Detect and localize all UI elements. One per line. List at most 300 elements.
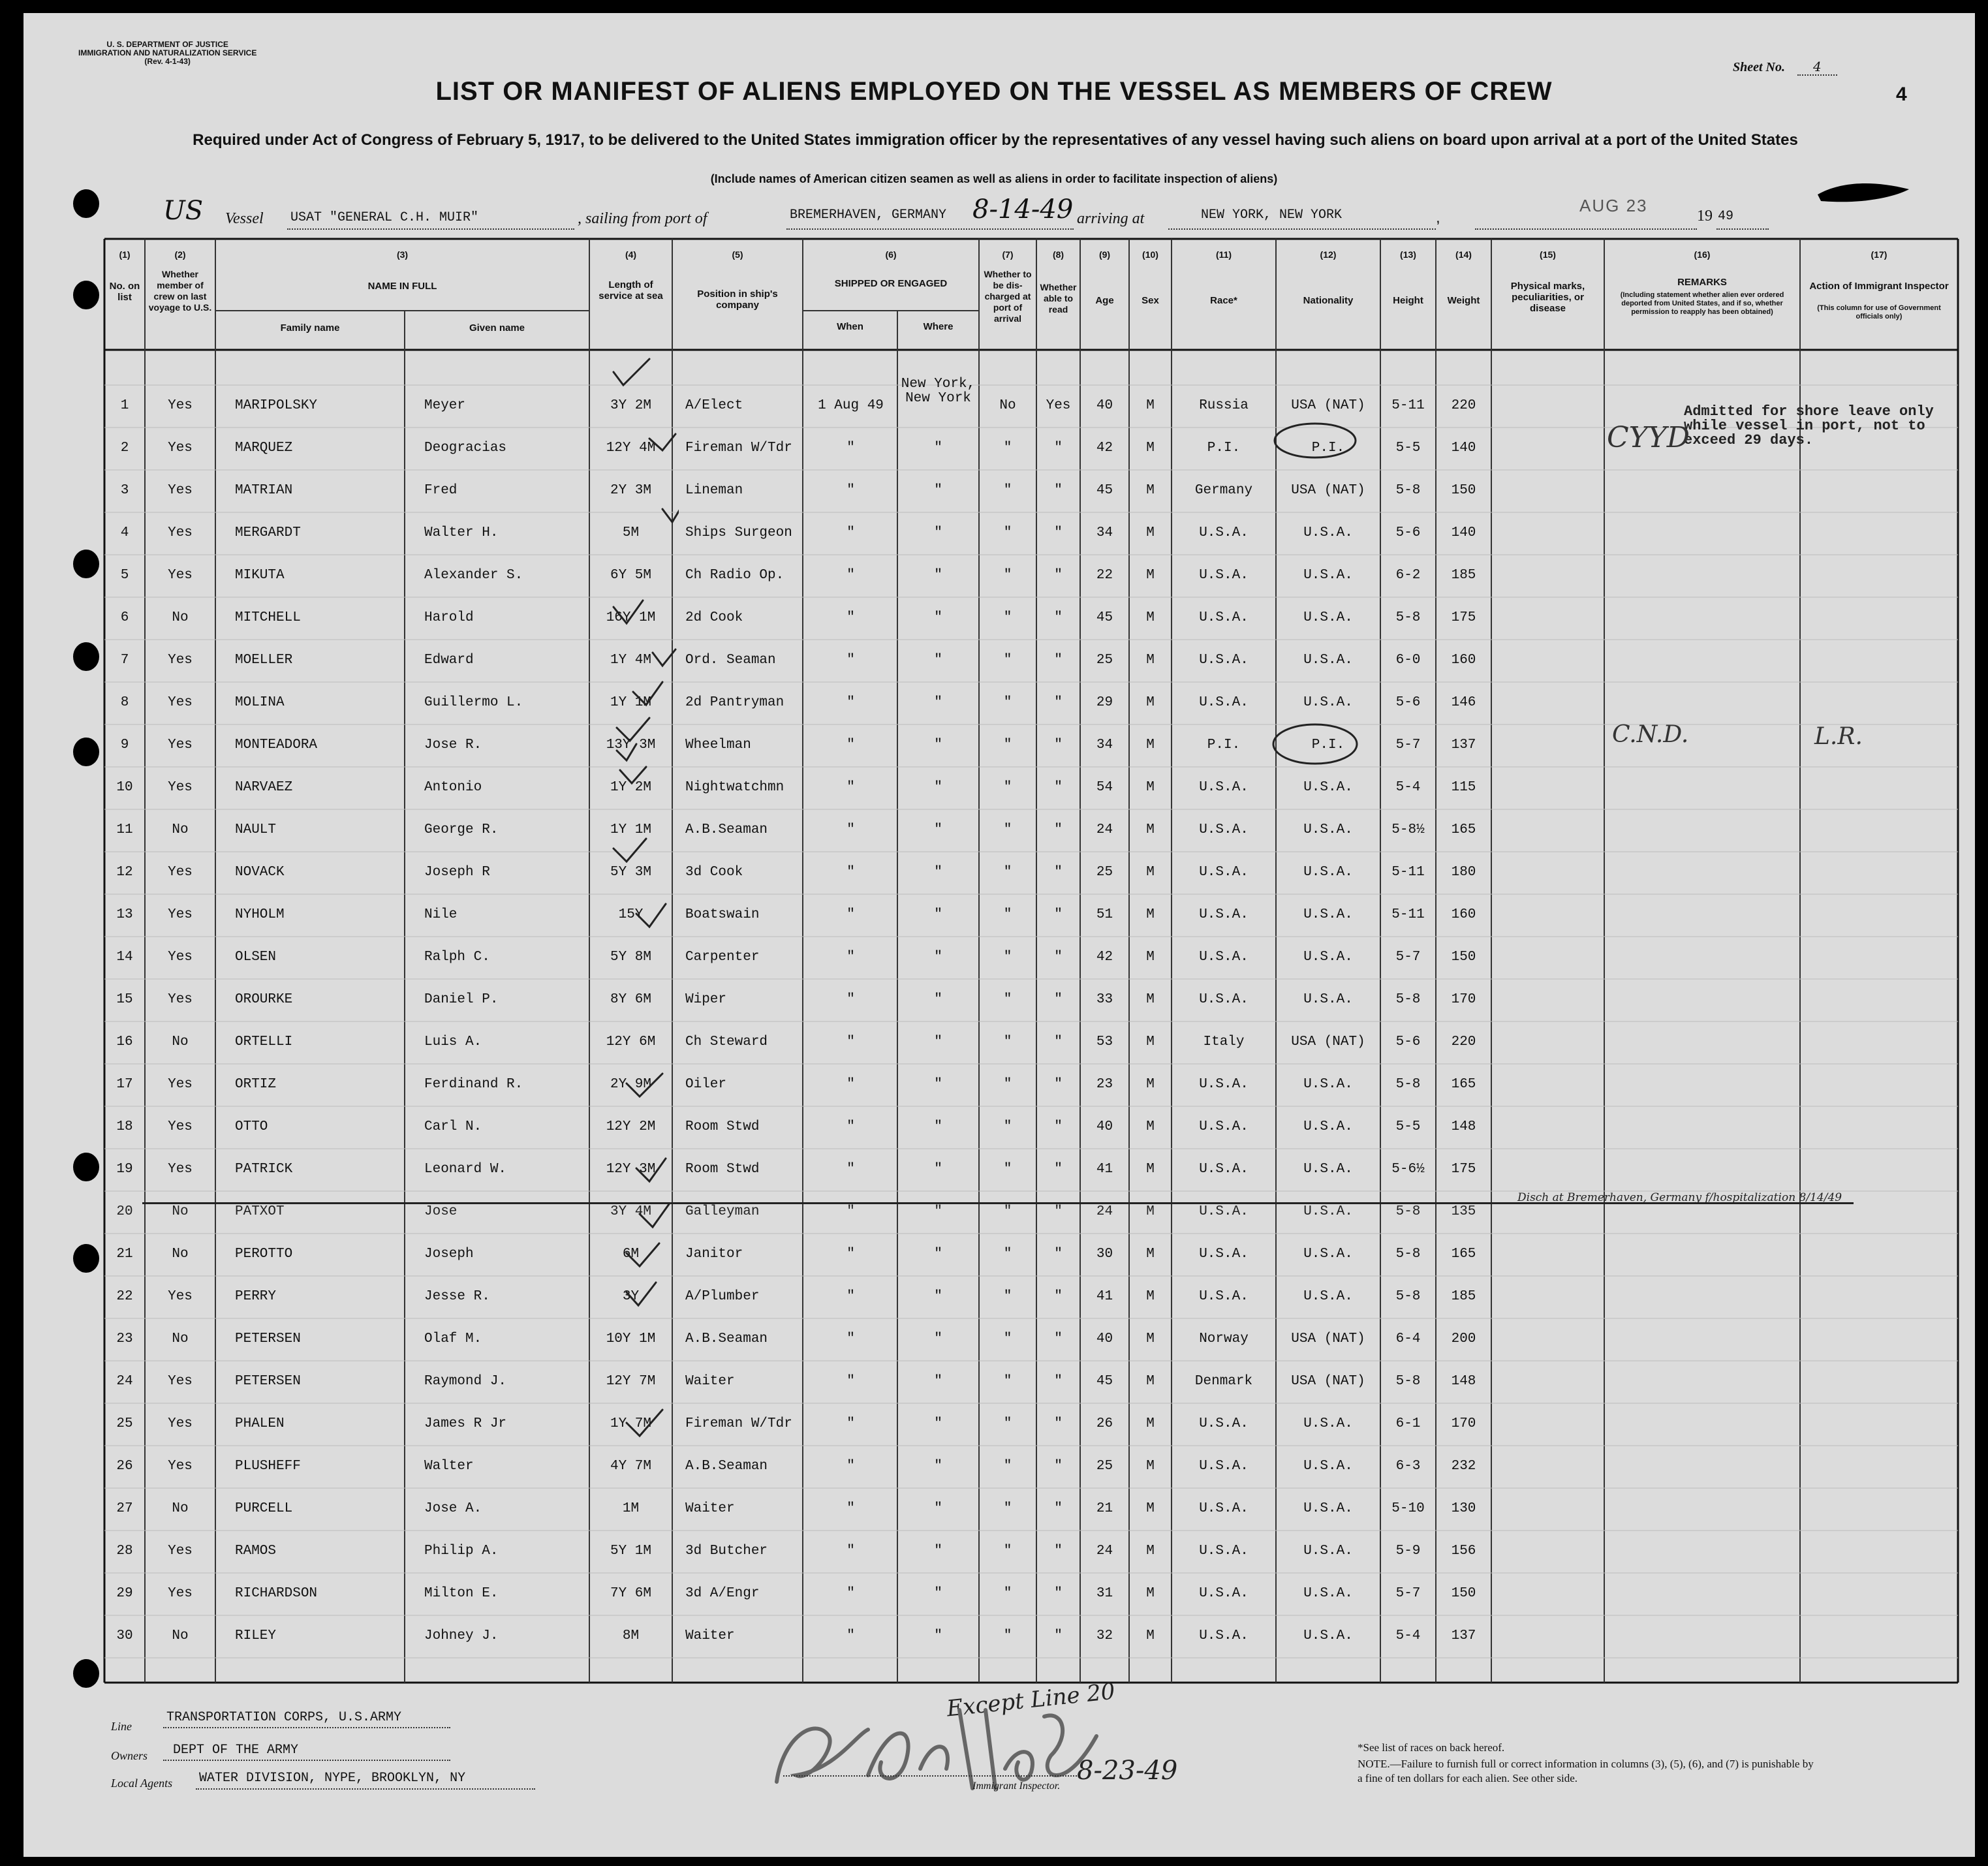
length-of-service: 8M bbox=[622, 1628, 640, 1643]
position: Waiter bbox=[685, 1628, 735, 1643]
row-number: 11 bbox=[116, 822, 133, 837]
shipped-when: " bbox=[846, 950, 855, 965]
weight: 175 bbox=[1451, 610, 1476, 625]
member-last-voyage: No bbox=[172, 610, 189, 625]
discharged: " bbox=[1003, 1162, 1012, 1177]
age: 32 bbox=[1096, 1628, 1113, 1643]
discharged: " bbox=[1003, 568, 1012, 583]
header-remarks-sub: (Including statement whether alien ever ordered deported from United States, and if so, whether permission to reapply has been obtained) bbox=[1620, 291, 1784, 316]
position: 3d A/Engr bbox=[685, 1586, 760, 1601]
shipped-where: New York, New York bbox=[901, 377, 976, 406]
row-number: 26 bbox=[116, 1459, 133, 1474]
row-number: 24 bbox=[116, 1374, 133, 1389]
header-action-sub: (This column for use of Government officials only) bbox=[1817, 304, 1941, 320]
header-length-of-service: Length of service at sea bbox=[598, 279, 663, 302]
age: 53 bbox=[1096, 1034, 1113, 1050]
race: P.I. bbox=[1207, 441, 1241, 456]
height: 5-11 bbox=[1391, 865, 1425, 880]
shipped-where: " bbox=[934, 822, 942, 837]
race: Italy bbox=[1203, 1034, 1245, 1050]
able-to-read: " bbox=[1054, 1586, 1063, 1601]
family-name: OROURKE bbox=[235, 992, 293, 1007]
discharged: " bbox=[1003, 822, 1012, 837]
check-icon bbox=[613, 839, 646, 862]
weight: 146 bbox=[1451, 695, 1476, 710]
weight: 170 bbox=[1451, 992, 1476, 1007]
able-to-read: " bbox=[1054, 1544, 1063, 1559]
nationality: U.S.A. bbox=[1303, 653, 1353, 668]
weight: 148 bbox=[1451, 1374, 1476, 1389]
age: 29 bbox=[1096, 695, 1113, 710]
family-name: OTTO bbox=[235, 1119, 268, 1134]
able-to-read: " bbox=[1054, 1162, 1063, 1177]
agents-label: Local Agents bbox=[111, 1777, 173, 1790]
col-number: (7) bbox=[1002, 249, 1014, 260]
nationality: U.S.A. bbox=[1303, 992, 1353, 1007]
member-last-voyage: Yes bbox=[168, 1289, 193, 1304]
given-name: Leonard W. bbox=[424, 1162, 507, 1177]
given-name: Carl N. bbox=[424, 1119, 482, 1134]
check-icon bbox=[649, 434, 676, 450]
arrival-date-stamp: AUG 23 bbox=[1579, 196, 1648, 215]
family-name: NARVAEZ bbox=[235, 780, 293, 795]
member-last-voyage: No bbox=[172, 1247, 189, 1262]
position: Wheelman bbox=[685, 738, 751, 753]
shipped-when: " bbox=[846, 780, 855, 795]
discharged: " bbox=[1003, 441, 1012, 456]
given-name: Ralph C. bbox=[424, 950, 490, 965]
row-number: 7 bbox=[120, 653, 129, 668]
race: U.S.A. bbox=[1199, 1416, 1249, 1431]
nationality: U.S.A. bbox=[1303, 695, 1353, 710]
age: 24 bbox=[1096, 1204, 1113, 1219]
table-row bbox=[0, 1234, 1988, 1275]
weight: 220 bbox=[1451, 398, 1476, 413]
col-number: (10) bbox=[1142, 249, 1158, 260]
length-of-service: 4Y 7M bbox=[610, 1459, 651, 1474]
able-to-read: " bbox=[1054, 1331, 1063, 1346]
discharged: " bbox=[1003, 1586, 1012, 1601]
row-number: 17 bbox=[116, 1077, 133, 1092]
nationality: U.S.A. bbox=[1303, 950, 1353, 965]
height: 5-8 bbox=[1395, 1204, 1421, 1219]
sex: M bbox=[1146, 1586, 1155, 1601]
sex: M bbox=[1146, 1289, 1155, 1304]
check-icon bbox=[633, 682, 662, 705]
shipped-when: " bbox=[846, 738, 855, 753]
able-to-read: " bbox=[1054, 865, 1063, 880]
able-to-read: " bbox=[1054, 483, 1063, 498]
shipped-where: " bbox=[934, 1586, 942, 1601]
col-number: (6) bbox=[885, 249, 897, 260]
header-position: Position in ship's company bbox=[697, 288, 778, 311]
family-name: MIKUTA bbox=[235, 568, 285, 583]
table-row bbox=[0, 597, 1988, 639]
member-last-voyage: Yes bbox=[168, 1459, 193, 1474]
shipped-when: " bbox=[846, 1544, 855, 1559]
shipped-where: " bbox=[934, 1162, 942, 1177]
shipped-where: " bbox=[934, 1034, 942, 1050]
table-row bbox=[0, 1318, 1988, 1360]
weight: 185 bbox=[1451, 568, 1476, 583]
position: 2d Pantryman bbox=[685, 695, 784, 710]
checkmarks bbox=[600, 352, 679, 1462]
able-to-read: " bbox=[1054, 992, 1063, 1007]
given-name: Antonio bbox=[424, 780, 482, 795]
nationality: U.S.A. bbox=[1303, 1119, 1353, 1134]
given-name: Edward bbox=[424, 653, 474, 668]
able-to-read: " bbox=[1054, 1034, 1063, 1050]
nationality: U.S.A. bbox=[1303, 780, 1353, 795]
header-shipped-or-engaged: SHIPPED OR ENGAGED bbox=[834, 278, 948, 289]
shipped-when: " bbox=[846, 1628, 855, 1643]
discharged: " bbox=[1003, 1416, 1012, 1431]
race: U.S.A. bbox=[1199, 1289, 1249, 1304]
nationality: U.S.A. bbox=[1303, 1162, 1353, 1177]
race: Germany bbox=[1194, 483, 1253, 498]
age: 24 bbox=[1096, 822, 1113, 837]
age: 25 bbox=[1096, 653, 1113, 668]
sex: M bbox=[1146, 780, 1155, 795]
able-to-read: " bbox=[1054, 1077, 1063, 1092]
shipped-when: " bbox=[846, 1077, 855, 1092]
given-name: Meyer bbox=[424, 398, 466, 413]
length-of-service: 3Y bbox=[622, 1289, 640, 1304]
sex: M bbox=[1146, 1162, 1155, 1177]
race: U.S.A. bbox=[1199, 1119, 1249, 1134]
owners-value: DEPT OF THE ARMY bbox=[173, 1743, 299, 1758]
year-value: 49 bbox=[1718, 209, 1734, 224]
dept-line: IMMIGRATION AND NATURALIZATION SERVICE bbox=[78, 48, 257, 57]
family-name: RAMOS bbox=[235, 1544, 277, 1559]
member-last-voyage: Yes bbox=[168, 1077, 193, 1092]
family-name: PERRY bbox=[235, 1289, 277, 1304]
corner-mark: 4 bbox=[1896, 84, 1907, 105]
col-number: (15) bbox=[1540, 249, 1556, 260]
given-name: Fred bbox=[424, 483, 458, 498]
member-last-voyage: Yes bbox=[168, 780, 193, 795]
row-number: 9 bbox=[120, 738, 129, 753]
check-icon bbox=[613, 359, 649, 385]
nationality: U.S.A. bbox=[1303, 1628, 1353, 1643]
check-icon bbox=[636, 904, 666, 927]
discharged: " bbox=[1003, 1331, 1012, 1346]
discharged: " bbox=[1003, 1289, 1012, 1304]
race: Norway bbox=[1199, 1331, 1249, 1346]
age: 34 bbox=[1096, 738, 1113, 753]
position: A.B.Seaman bbox=[685, 822, 768, 837]
length-of-service: 3Y 4M bbox=[610, 1204, 651, 1219]
shipped-when: " bbox=[846, 695, 855, 710]
shipped-where: " bbox=[934, 780, 942, 795]
shipped-where: " bbox=[934, 1247, 942, 1262]
discharged: " bbox=[1003, 1459, 1012, 1474]
discharged: " bbox=[1003, 738, 1012, 753]
position: Fireman W/Tdr bbox=[685, 1416, 792, 1431]
sex: M bbox=[1146, 1374, 1155, 1389]
race: U.S.A. bbox=[1199, 992, 1249, 1007]
shipped-when: " bbox=[846, 907, 855, 922]
family-name: MARQUEZ bbox=[235, 441, 293, 456]
col-number: (12) bbox=[1320, 249, 1337, 260]
table-row bbox=[0, 809, 1988, 851]
height: 6-4 bbox=[1395, 1331, 1421, 1346]
discharged: " bbox=[1003, 865, 1012, 880]
given-name: Jesse R. bbox=[424, 1289, 490, 1304]
given-name: Philip A. bbox=[424, 1544, 499, 1559]
discharged: " bbox=[1003, 1628, 1012, 1643]
check-icon bbox=[627, 1410, 662, 1436]
shipped-when: " bbox=[846, 441, 855, 456]
table-row bbox=[0, 1361, 1988, 1403]
shipped-where: " bbox=[934, 1544, 942, 1559]
discharged: " bbox=[1003, 1119, 1012, 1134]
position: Boatswain bbox=[685, 907, 760, 922]
row-number: 1 bbox=[120, 398, 129, 413]
row-number: 21 bbox=[116, 1247, 133, 1262]
given-name: Daniel P. bbox=[424, 992, 499, 1007]
weight: 170 bbox=[1451, 1416, 1476, 1431]
able-to-read: " bbox=[1054, 1374, 1063, 1389]
race: U.S.A. bbox=[1199, 907, 1249, 922]
member-last-voyage: Yes bbox=[168, 1586, 193, 1601]
nationality: USA (NAT) bbox=[1291, 1034, 1365, 1050]
given-name: Nile bbox=[424, 907, 458, 922]
member-last-voyage: No bbox=[172, 1034, 189, 1050]
length-of-service: 7Y 6M bbox=[610, 1586, 651, 1601]
able-to-read: " bbox=[1054, 1501, 1063, 1516]
height: 5-8 bbox=[1395, 992, 1421, 1007]
nationality: U.S.A. bbox=[1303, 525, 1353, 540]
family-name: PEROTTO bbox=[235, 1247, 293, 1262]
age: 23 bbox=[1096, 1077, 1113, 1092]
sex: M bbox=[1146, 568, 1155, 583]
weight: 160 bbox=[1451, 653, 1476, 668]
position: Galleyman bbox=[685, 1204, 760, 1219]
position: Oiler bbox=[685, 1077, 727, 1092]
sheet-number-value: 4 bbox=[1797, 59, 1837, 76]
nationality: U.S.A. bbox=[1303, 1544, 1353, 1559]
shipped-when: " bbox=[846, 1119, 855, 1134]
shipped-where: " bbox=[934, 1204, 942, 1219]
discharged: No bbox=[999, 398, 1016, 413]
family-name: ORTELLI bbox=[235, 1034, 293, 1050]
height: 5-8 bbox=[1395, 1077, 1421, 1092]
shipped-where: " bbox=[934, 695, 942, 710]
check-icon bbox=[636, 1158, 666, 1181]
position: A.B.Seaman bbox=[685, 1459, 768, 1474]
length-of-service: 1Y 4M bbox=[610, 653, 651, 668]
length-of-service: 1Y 1M bbox=[610, 822, 651, 837]
able-to-read: " bbox=[1054, 780, 1063, 795]
row-number: 30 bbox=[116, 1628, 133, 1643]
row-number: 3 bbox=[120, 483, 129, 498]
given-name: Luis A. bbox=[424, 1034, 482, 1050]
shipped-where: " bbox=[934, 1416, 942, 1431]
position: Waiter bbox=[685, 1501, 735, 1516]
table-row bbox=[0, 1531, 1988, 1572]
header-where: Where bbox=[923, 321, 954, 332]
able-to-read: " bbox=[1054, 1628, 1063, 1643]
family-name: NYHOLM bbox=[235, 907, 285, 922]
member-last-voyage: Yes bbox=[168, 1544, 193, 1559]
family-name: PURCELL bbox=[235, 1501, 293, 1516]
family-name: RICHARDSON bbox=[235, 1586, 318, 1601]
shipped-when: " bbox=[846, 822, 855, 837]
col-number: (8) bbox=[1052, 249, 1064, 260]
header-remarks: REMARKS bbox=[1677, 277, 1727, 288]
shipped-when: " bbox=[846, 1374, 855, 1389]
races-note: *See list of races on back hereof. bbox=[1358, 1741, 1505, 1754]
circle-annotation bbox=[1269, 721, 1361, 767]
length-of-service: 1M bbox=[622, 1501, 640, 1516]
member-last-voyage: Yes bbox=[168, 907, 193, 922]
table-row bbox=[0, 724, 1988, 766]
row-number: 29 bbox=[116, 1586, 133, 1601]
row-number: 8 bbox=[120, 695, 129, 710]
nationality: U.S.A. bbox=[1303, 568, 1353, 583]
given-name: Joseph R bbox=[424, 865, 490, 880]
inspector-label: Immigrant Inspector. bbox=[972, 1780, 1061, 1792]
given-name: Jose R. bbox=[424, 738, 482, 753]
weight: 150 bbox=[1451, 950, 1476, 965]
length-of-service: 5Y 1M bbox=[610, 1544, 651, 1559]
table-row bbox=[0, 894, 1988, 936]
table-row bbox=[0, 470, 1988, 512]
length-of-service: 6Y 5M bbox=[610, 568, 651, 583]
sex: M bbox=[1146, 398, 1155, 413]
height: 6-3 bbox=[1395, 1459, 1421, 1474]
age: 25 bbox=[1096, 1459, 1113, 1474]
discharged: " bbox=[1003, 1077, 1012, 1092]
height: 5-6½ bbox=[1391, 1162, 1425, 1177]
given-name: Deogracias bbox=[424, 441, 507, 456]
family-name: MOELLER bbox=[235, 653, 293, 668]
able-to-read: " bbox=[1054, 525, 1063, 540]
sex: M bbox=[1146, 653, 1155, 668]
line-underline bbox=[163, 1727, 450, 1728]
header-no-on-list: No. on list bbox=[109, 281, 140, 303]
height: 5-8½ bbox=[1391, 822, 1425, 837]
position: Room Stwd bbox=[685, 1162, 760, 1177]
race: U.S.A. bbox=[1199, 695, 1249, 710]
arriving-port: NEW YORK, NEW YORK bbox=[1201, 208, 1343, 223]
sailing-from-label: , sailing from port of bbox=[578, 210, 707, 227]
owners-underline bbox=[163, 1760, 450, 1761]
weight: 137 bbox=[1451, 1628, 1476, 1643]
shipped-where: " bbox=[934, 1374, 942, 1389]
member-last-voyage: Yes bbox=[168, 992, 193, 1007]
nationality: U.S.A. bbox=[1303, 1077, 1353, 1092]
discharged: " bbox=[1003, 1501, 1012, 1516]
nationality: USA (NAT) bbox=[1291, 398, 1365, 413]
family-name: NOVACK bbox=[235, 865, 285, 880]
length-of-service: 1Y 1M bbox=[610, 695, 651, 710]
table-row bbox=[0, 979, 1988, 1021]
sex: M bbox=[1146, 865, 1155, 880]
member-last-voyage: Yes bbox=[168, 695, 193, 710]
member-last-voyage: Yes bbox=[168, 1119, 193, 1134]
check-icon bbox=[640, 1204, 669, 1227]
weight: 160 bbox=[1451, 907, 1476, 922]
sex: M bbox=[1146, 441, 1155, 456]
length-of-service: 16Y 1M bbox=[606, 610, 656, 625]
race: Russia bbox=[1199, 398, 1249, 413]
position: 3d Cook bbox=[685, 865, 743, 880]
nationality: U.S.A. bbox=[1303, 1416, 1353, 1431]
race: U.S.A. bbox=[1199, 1544, 1249, 1559]
agents-underline bbox=[196, 1788, 535, 1790]
age: 24 bbox=[1096, 1544, 1113, 1559]
row-number: 18 bbox=[116, 1119, 133, 1134]
age: 34 bbox=[1096, 525, 1113, 540]
family-name: NAULT bbox=[235, 822, 277, 837]
position: Waiter bbox=[685, 1374, 735, 1389]
check-icon bbox=[627, 1074, 662, 1096]
height: 5-10 bbox=[1391, 1501, 1425, 1516]
check-icon bbox=[613, 600, 643, 623]
weight: 232 bbox=[1451, 1459, 1476, 1474]
col-number: (4) bbox=[625, 249, 637, 260]
header-nationality: Nationality bbox=[1303, 295, 1354, 306]
length-of-service: 6M bbox=[622, 1247, 640, 1262]
family-name: MOLINA bbox=[235, 695, 285, 710]
line-value: TRANSPORTATION CORPS, U.S.ARMY bbox=[166, 1710, 402, 1725]
height: 5-8 bbox=[1395, 1374, 1421, 1389]
member-last-voyage: Yes bbox=[168, 398, 193, 413]
length-of-service: 1Y 7M bbox=[610, 1416, 651, 1431]
member-last-voyage: No bbox=[172, 1628, 189, 1643]
age: 31 bbox=[1096, 1586, 1113, 1601]
age: 40 bbox=[1096, 1331, 1113, 1346]
age: 45 bbox=[1096, 483, 1113, 498]
check-icon bbox=[627, 1243, 659, 1266]
shipped-when: " bbox=[846, 1459, 855, 1474]
age: 22 bbox=[1096, 568, 1113, 583]
member-last-voyage: Yes bbox=[168, 738, 193, 753]
member-last-voyage: Yes bbox=[168, 950, 193, 965]
discharged: " bbox=[1003, 992, 1012, 1007]
member-last-voyage: Yes bbox=[168, 483, 193, 498]
member-last-voyage: Yes bbox=[168, 1416, 193, 1431]
age: 54 bbox=[1096, 780, 1113, 795]
height: 5-9 bbox=[1395, 1544, 1421, 1559]
able-to-read: " bbox=[1054, 1204, 1063, 1219]
family-name: RILEY bbox=[235, 1628, 277, 1643]
weight: 130 bbox=[1451, 1501, 1476, 1516]
age: 30 bbox=[1096, 1247, 1113, 1262]
race: U.S.A. bbox=[1199, 822, 1249, 837]
shipped-when: " bbox=[846, 865, 855, 880]
race: U.S.A. bbox=[1199, 1586, 1249, 1601]
given-name: Jose bbox=[424, 1204, 458, 1219]
race: U.S.A. bbox=[1199, 610, 1249, 625]
remark-handwritten: CYYD bbox=[1607, 421, 1690, 454]
shipped-when: " bbox=[846, 1204, 855, 1219]
shipped-where: " bbox=[934, 525, 942, 540]
height: 5-11 bbox=[1391, 907, 1425, 922]
table-row bbox=[0, 1106, 1988, 1148]
row-number: 6 bbox=[120, 610, 129, 625]
able-to-read: " bbox=[1054, 822, 1063, 837]
row-number: 28 bbox=[116, 1544, 133, 1559]
age: 45 bbox=[1096, 610, 1113, 625]
shipped-where: " bbox=[934, 568, 942, 583]
position: A.B.Seaman bbox=[685, 1331, 768, 1346]
weight: 148 bbox=[1451, 1119, 1476, 1134]
height: 5-8 bbox=[1395, 483, 1421, 498]
weight: 165 bbox=[1451, 822, 1476, 837]
